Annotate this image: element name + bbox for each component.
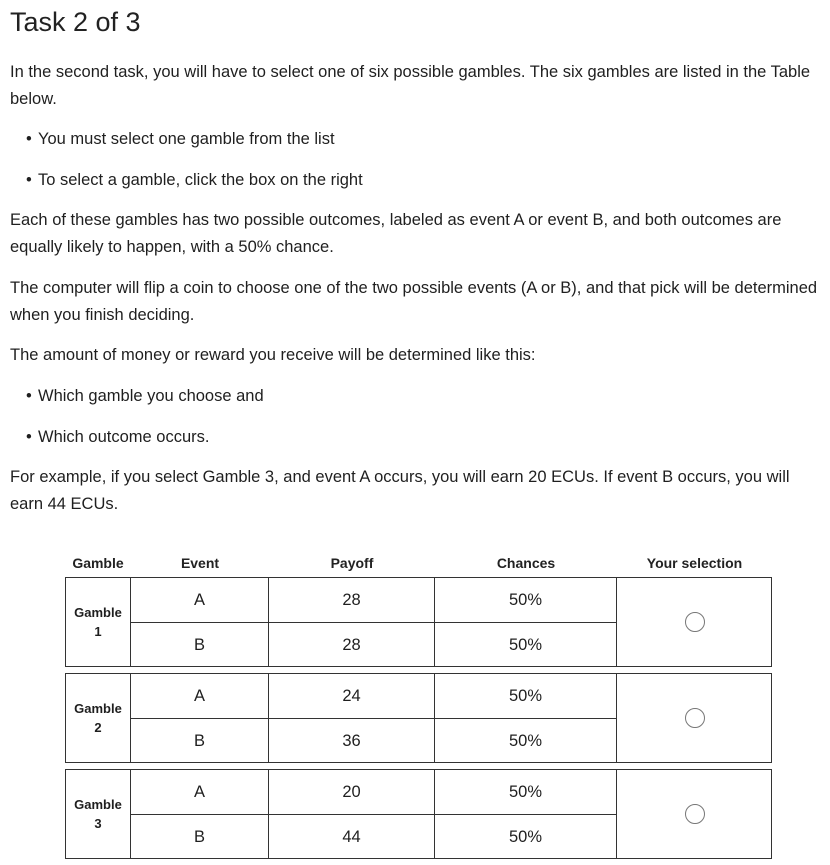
gamble-group-1 (65, 577, 772, 667)
event-cell: A (193, 782, 205, 801)
chance-cell: 50% (508, 635, 543, 654)
chance-cell: 50% (508, 827, 543, 846)
payoff-cell: 44 (342, 827, 361, 846)
event-cell: B (193, 731, 205, 750)
chance-cell: 50% (508, 782, 543, 801)
page-title: Task 2 of 3 (10, 7, 141, 37)
header-event: Event (180, 555, 220, 571)
gamble-label: Gamble 1 (74, 605, 122, 639)
header-payoff: Payoff (330, 555, 374, 571)
reward-intro-text: The amount of money or reward you receive will be determined like this: (10, 346, 536, 364)
intro-text: In the second task, you will have to select one of six possible gambles. The six gambles are listed in the Table below. (10, 63, 811, 108)
coin-text: The computer will flip a coin to choose one of the two possible events (A or B), and that pick will be determined when you finish deciding. (10, 279, 818, 324)
chance-cell: 50% (508, 731, 543, 750)
outcomes-text: Each of these gambles has two possible outcomes, labeled as event A or event B, and both outcomes are equally likely to happen, with a 50% chance. (10, 211, 782, 256)
gamble-group-2 (65, 673, 772, 763)
header-chances: Chances (496, 555, 556, 571)
instruction-item: • You must select one gamble from the list (26, 126, 335, 153)
payoff-cell: 28 (342, 590, 361, 609)
reward-item: • Which gamble you choose and (26, 383, 264, 410)
gamble-label: Gamble 2 (74, 701, 122, 735)
payoff-cell: 36 (342, 731, 361, 750)
gamble-1-radio[interactable] (685, 612, 705, 632)
event-cell: A (193, 590, 205, 609)
gamble-2-radio[interactable] (685, 708, 705, 728)
example-text: For example, if you select Gamble 3, and event A occurs, you will earn 20 ECUs. If event B occurs, you will earn 44 ECUs. (10, 468, 790, 513)
payoff-cell: 28 (342, 635, 361, 654)
chance-cell: 50% (508, 686, 543, 705)
gamble-group-3 (65, 769, 772, 859)
event-cell: B (193, 827, 205, 846)
instruction-item: • To select a gamble, click the box on the right (26, 167, 363, 194)
payoff-cell: 24 (342, 686, 361, 705)
event-cell: A (193, 686, 205, 705)
reward-item: • Which outcome occurs. (26, 424, 209, 451)
gamble-label: Gamble 3 (74, 797, 122, 831)
event-cell: B (193, 635, 205, 654)
chance-cell: 50% (508, 590, 543, 609)
gamble-3-radio[interactable] (685, 804, 705, 824)
payoff-cell: 20 (342, 782, 361, 801)
header-your-selection: Your selection (646, 555, 743, 571)
header-gamble: Gamble (72, 555, 124, 571)
